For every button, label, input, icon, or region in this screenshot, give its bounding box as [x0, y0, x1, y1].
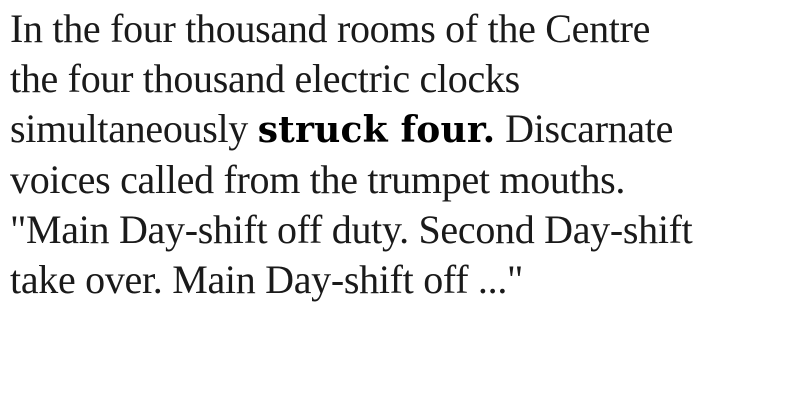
text-passage	[10, 4, 790, 305]
passage-line-1: In the four thousand rooms of the Centre	[10, 6, 651, 51]
passage-line-2: the four thousand electric clocks	[10, 56, 520, 101]
passage-line-3-lead: simultaneously	[10, 106, 258, 151]
passage-line-3-tail: Discarnate	[495, 106, 674, 151]
passage-line-6: take over. Main Day-shift off ..."	[10, 257, 524, 302]
passage-line-4: voices called from the trumpet mouths.	[10, 157, 626, 202]
passage-line-3	[10, 104, 790, 155]
passage-line-5: "Main Day-shift off duty. Second Day-shift	[10, 207, 693, 252]
emphasized-text: struck four.	[257, 109, 496, 151]
